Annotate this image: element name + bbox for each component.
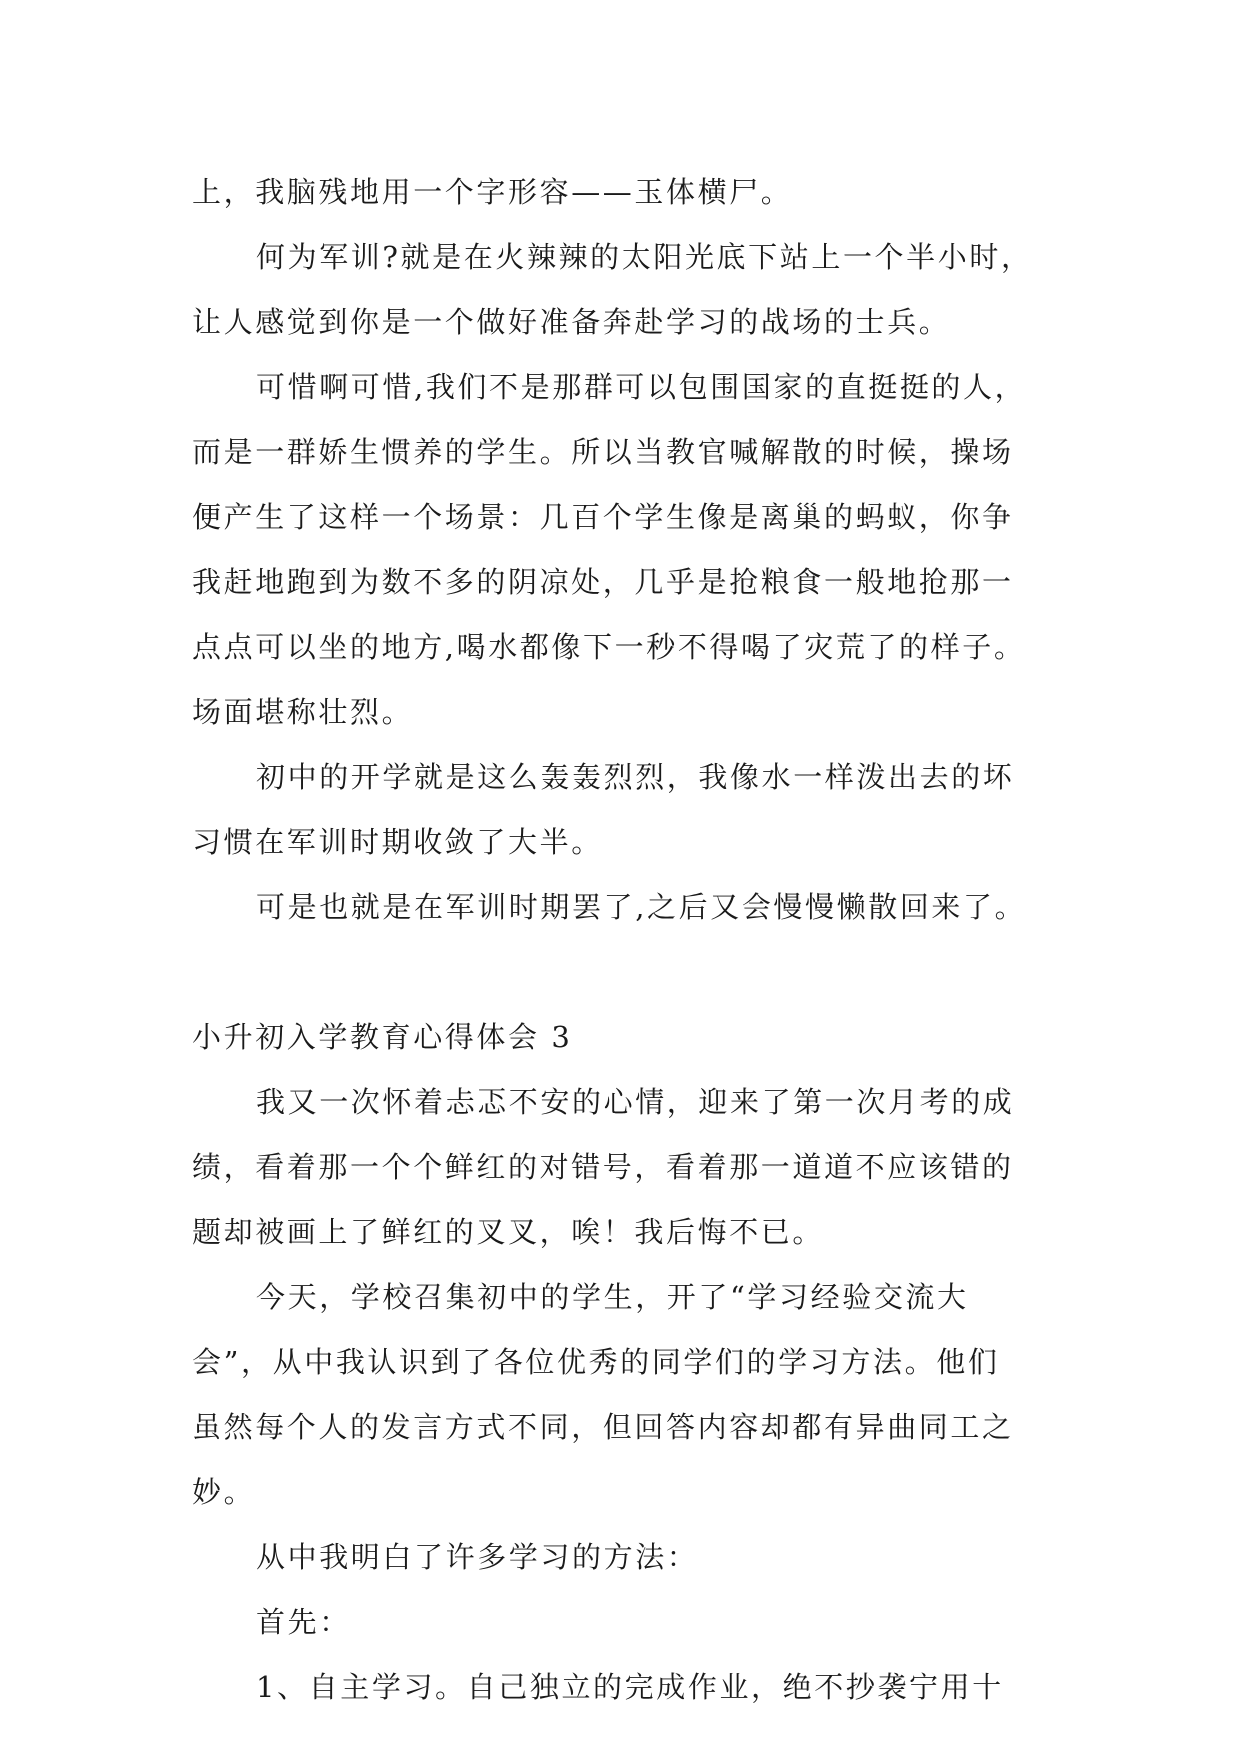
paragraph-line: 我赶地跑到为数不多的阴凉处，几乎是抢粮食一般地抢那一 xyxy=(192,565,1014,599)
paragraph-line: 虽然每个人的发言方式不同，但回答内容却都有异曲同工之 xyxy=(192,1410,1014,1444)
paragraph-line: 场面堪称壮烈。 xyxy=(192,695,414,729)
paragraph-line: 可惜啊可惜,我们不是那群可以包围国家的直挺挺的人， xyxy=(256,370,1027,404)
paragraph-line: 何为军训?就是在火辣辣的太阳光底下站上一个半小时， xyxy=(256,240,1033,274)
paragraph-line: 会”，从中我认识到了各位优秀的同学们的学习方法。他们 xyxy=(192,1345,1000,1379)
section-title: 小升初入学教育心得体会 3 xyxy=(192,1020,573,1054)
paragraph-line: 绩，看着那一个个鲜红的对错号，看着那一道道不应该错的 xyxy=(192,1150,1014,1184)
paragraph-line: 点点可以坐的地方,喝水都像下一秒不得喝了灾荒了的样子。 xyxy=(192,630,1026,664)
paragraph-line: 1、自主学习。自己独立的完成作业，绝不抄袭宁用十 xyxy=(256,1670,1004,1704)
paragraph-line: 我又一次怀着忐忑不安的心情，迎来了第一次月考的成 xyxy=(256,1085,1015,1119)
paragraph-line: 而是一群娇生惯养的学生。所以当教官喊解散的时候，操场 xyxy=(192,435,1014,469)
paragraph-line: 便产生了这样一个场景：几百个学生像是离巢的蚂蚁，你争 xyxy=(192,500,1014,534)
document-body xyxy=(192,160,1072,1720)
paragraph-line: 题却被画上了鲜红的叉叉，唉！我后悔不已。 xyxy=(192,1215,825,1249)
paragraph-line: 妙。 xyxy=(192,1475,256,1509)
paragraph-line: 从中我明白了许多学习的方法： xyxy=(256,1540,699,1574)
paragraph-line: 首先： xyxy=(256,1605,351,1639)
paragraph-line: 今天，学校召集初中的学生，开了“学习经验交流大 xyxy=(256,1280,969,1314)
section-spacer xyxy=(192,940,1072,1005)
paragraph-line: 习惯在军训时期收敛了大半。 xyxy=(192,825,603,859)
paragraph-line: 初中的开学就是这么轰轰烈烈，我像水一样泼出去的坏 xyxy=(256,760,1015,794)
paragraph-line: 可是也就是在军训时期罢了,之后又会慢慢懒散回来了。 xyxy=(256,890,1027,924)
paragraph-line: 上，我脑残地用一个字形容——玉体横尸。 xyxy=(192,175,793,209)
paragraph-line: 让人感觉到你是一个做好准备奔赴学习的战场的士兵。 xyxy=(192,305,951,339)
